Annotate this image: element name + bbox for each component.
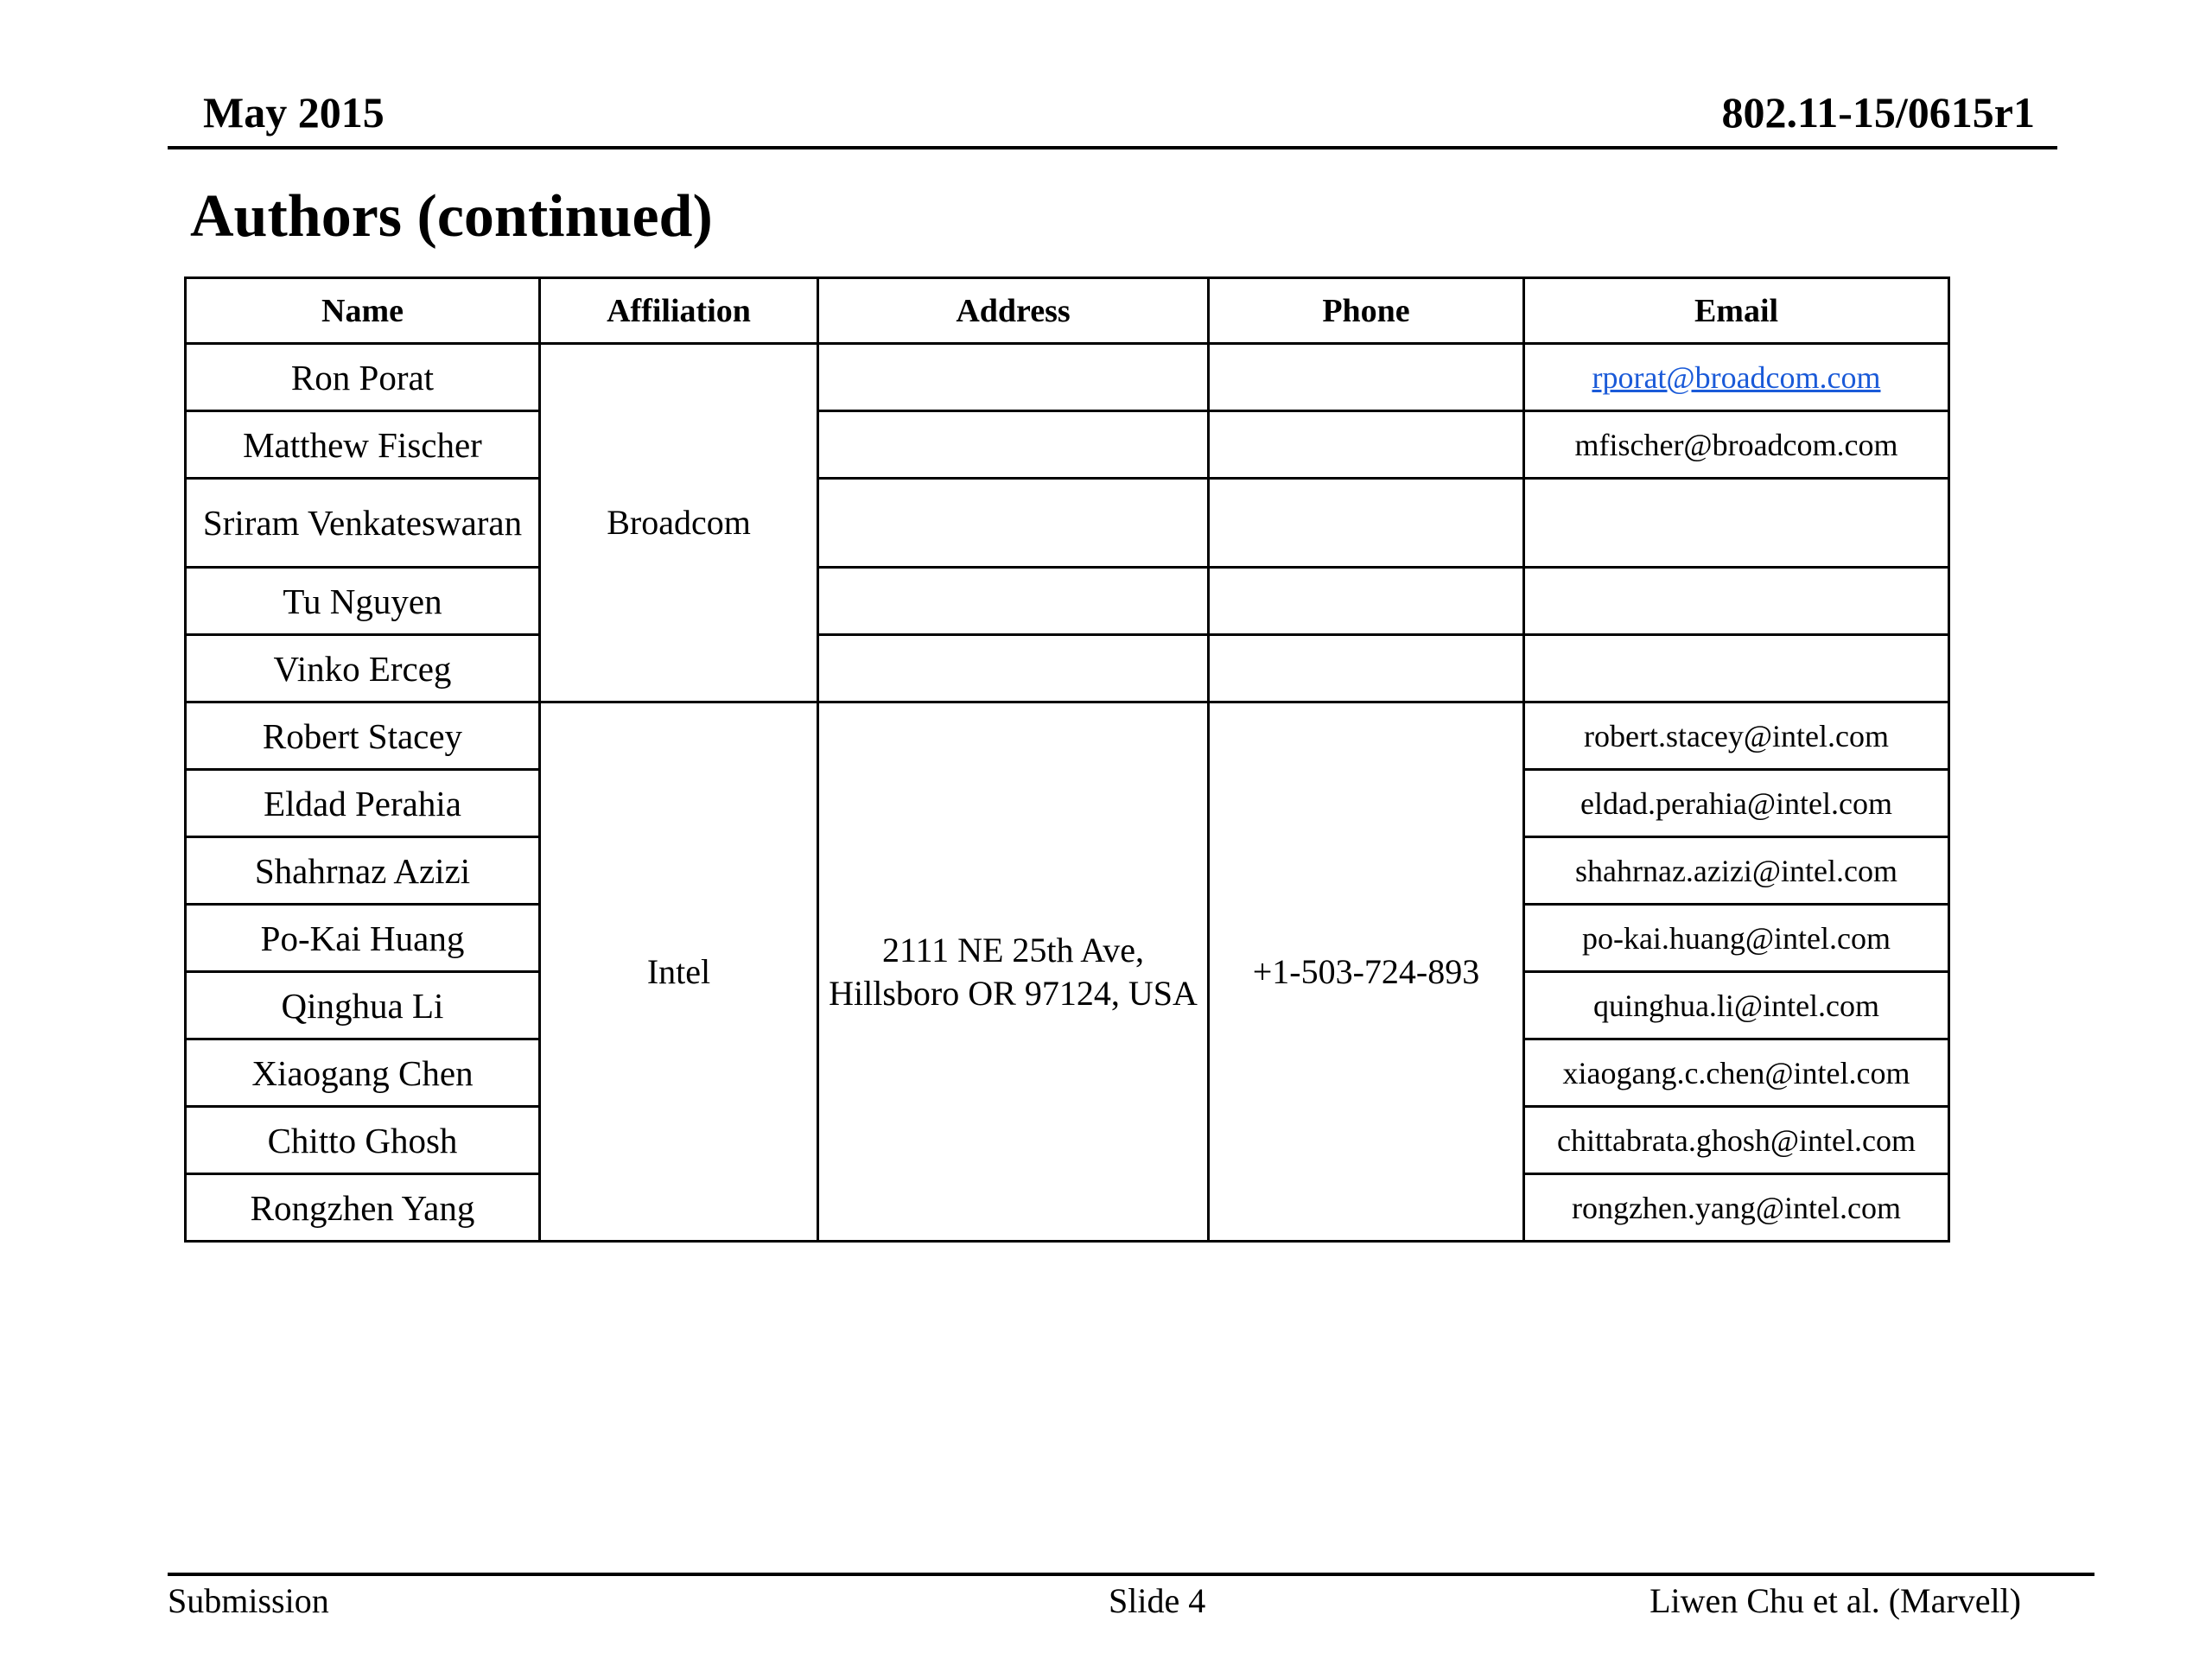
affiliation-intel: Intel — [540, 702, 818, 1242]
address-intel: 2111 NE 25th Ave, Hillsboro OR 97124, USA — [818, 702, 1209, 1242]
author-name: Qinghua Li — [186, 972, 540, 1039]
footer-author: Liwen Chu et al. (Marvell) — [1649, 1581, 2021, 1620]
address-cell — [818, 344, 1209, 411]
table-header-row — [186, 278, 1949, 344]
table-row — [186, 479, 1949, 568]
email-cell — [1524, 344, 1949, 411]
footer-slide-number: Slide 4 — [1109, 1581, 1206, 1620]
footer-submission: Submission — [168, 1581, 329, 1620]
author-name: Po-Kai Huang — [186, 905, 540, 972]
author-name: Tu Nguyen — [186, 568, 540, 635]
table-row — [186, 702, 1949, 770]
column-header-name: Name — [186, 278, 540, 344]
email-cell: shahrnaz.azizi@intel.com — [1524, 837, 1949, 905]
email-cell: eldad.perahia@intel.com — [1524, 770, 1949, 837]
column-header-affiliation: Affiliation — [540, 278, 818, 344]
phone-cell — [1209, 344, 1524, 411]
phone-cell — [1209, 635, 1524, 702]
address-cell — [818, 568, 1209, 635]
table-row — [186, 635, 1949, 702]
table-row — [186, 568, 1949, 635]
footer-divider — [168, 1573, 2094, 1576]
column-header-address: Address — [818, 278, 1209, 344]
author-name: Ron Porat — [186, 344, 540, 411]
header-date: May 2015 — [203, 88, 385, 137]
author-name: Eldad Perahia — [186, 770, 540, 837]
email-cell: chittabrata.ghosh@intel.com — [1524, 1107, 1949, 1174]
author-name: Rongzhen Yang — [186, 1174, 540, 1242]
email-cell: robert.stacey@intel.com — [1524, 702, 1949, 770]
email-cell — [1524, 568, 1949, 635]
address-cell — [818, 635, 1209, 702]
author-name: Chitto Ghosh — [186, 1107, 540, 1174]
phone-cell — [1209, 479, 1524, 568]
author-name: Sriram Venkateswaran — [186, 479, 540, 568]
email-cell — [1524, 635, 1949, 702]
email-cell — [1524, 479, 1949, 568]
author-name: Matthew Fischer — [186, 411, 540, 479]
affiliation-broadcom: Broadcom — [540, 344, 818, 702]
email-cell: mfischer@broadcom.com — [1524, 411, 1949, 479]
email-cell: rongzhen.yang@intel.com — [1524, 1174, 1949, 1242]
author-name: Shahrnaz Azizi — [186, 837, 540, 905]
column-header-phone: Phone — [1209, 278, 1524, 344]
author-name: Vinko Erceg — [186, 635, 540, 702]
phone-intel: +1-503-724-893 — [1209, 702, 1524, 1242]
phone-cell — [1209, 411, 1524, 479]
author-name: Robert Stacey — [186, 702, 540, 770]
email-cell: po-kai.huang@intel.com — [1524, 905, 1949, 972]
header-divider — [168, 146, 2057, 149]
author-name: Xiaogang Chen — [186, 1039, 540, 1107]
email-cell: quinghua.li@intel.com — [1524, 972, 1949, 1039]
table-row — [186, 411, 1949, 479]
slide-title: Authors (continued) — [190, 183, 713, 250]
email-link[interactable]: rporat@broadcom.com — [1592, 359, 1881, 395]
address-cell — [818, 479, 1209, 568]
column-header-email: Email — [1524, 278, 1949, 344]
authors-table — [184, 276, 1950, 1243]
email-cell: xiaogang.c.chen@intel.com — [1524, 1039, 1949, 1107]
table-row — [186, 344, 1949, 411]
address-cell — [818, 411, 1209, 479]
header-doc-id: 802.11-15/0615r1 — [1721, 88, 2035, 137]
phone-cell — [1209, 568, 1524, 635]
